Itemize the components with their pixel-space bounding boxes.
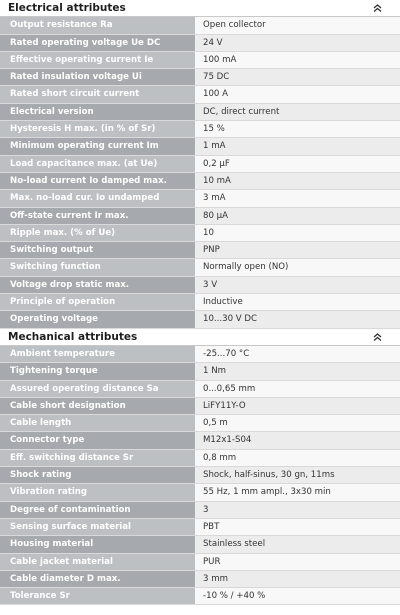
attribute-label: Electrical version — [0, 104, 195, 120]
attribute-row — [0, 588, 400, 605]
attribute-row — [0, 52, 400, 69]
attribute-row — [0, 242, 400, 259]
attribute-row — [0, 346, 400, 363]
attribute-row — [0, 86, 400, 103]
attribute-row — [0, 432, 400, 449]
attribute-value: LiFY11Y-O — [195, 398, 400, 414]
attribute-value: 3 V — [195, 277, 400, 293]
attribute-value: M12x1-S04 — [195, 432, 400, 448]
mechanical-attributes-section — [0, 329, 400, 606]
attribute-value: PNP — [195, 242, 400, 258]
electrical-attributes-header[interactable] — [0, 0, 400, 17]
attribute-label: Tolerance Sr — [0, 588, 195, 604]
attribute-label: Cable diameter D max. — [0, 571, 195, 587]
attribute-label: Minimum operating current Im — [0, 138, 195, 154]
attribute-value: 3 — [195, 502, 400, 518]
attribute-label: Voltage drop static max. — [0, 277, 195, 293]
attribute-value: DC, direct current — [195, 104, 400, 120]
attribute-value: 100 mA — [195, 52, 400, 68]
attribute-value: 24 V — [195, 35, 400, 51]
attribute-value: Open collector — [195, 17, 400, 33]
attribute-row — [0, 467, 400, 484]
attribute-value: 10 mA — [195, 173, 400, 189]
collapse-icon[interactable] — [373, 332, 382, 342]
attribute-value: 3 mm — [195, 571, 400, 587]
attribute-label: Principle of operation — [0, 294, 195, 310]
mechanical-attributes-header[interactable] — [0, 329, 400, 346]
attribute-label: Load capacitance max. (at Ue) — [0, 156, 195, 172]
attribute-label: Off-state current Ir max. — [0, 208, 195, 224]
attribute-row — [0, 277, 400, 294]
attribute-label: Connector type — [0, 432, 195, 448]
attribute-row — [0, 259, 400, 276]
attribute-value: 0,5 m — [195, 415, 400, 431]
attribute-row — [0, 571, 400, 588]
attribute-row — [0, 415, 400, 432]
attribute-label: Cable jacket material — [0, 554, 195, 570]
attribute-value: 75 DC — [195, 69, 400, 85]
attribute-label: Effective operating current Ie — [0, 52, 195, 68]
attribute-row — [0, 156, 400, 173]
attribute-row — [0, 35, 400, 52]
attribute-value: 100 A — [195, 86, 400, 102]
attribute-label: Housing material — [0, 536, 195, 552]
attribute-value: 80 µA — [195, 208, 400, 224]
attribute-row — [0, 502, 400, 519]
attribute-label: Shock rating — [0, 467, 195, 483]
attribute-label: Vibration rating — [0, 484, 195, 500]
attribute-value: 10 — [195, 225, 400, 241]
attribute-label: Output resistance Ra — [0, 17, 195, 33]
attribute-row — [0, 173, 400, 190]
attribute-row — [0, 536, 400, 553]
attribute-value: 10...30 V DC — [195, 311, 400, 327]
attribute-row — [0, 294, 400, 311]
attribute-row — [0, 225, 400, 242]
attribute-value: 1 mA — [195, 138, 400, 154]
attribute-value: Inductive — [195, 294, 400, 310]
attribute-label: Hysteresis H max. (in % of Sr) — [0, 121, 195, 137]
attribute-row — [0, 69, 400, 86]
attribute-row — [0, 484, 400, 501]
attribute-row — [0, 381, 400, 398]
electrical-attributes-title: Electrical attributes — [8, 2, 126, 14]
attribute-row — [0, 554, 400, 571]
attribute-value: Normally open (NO) — [195, 259, 400, 275]
attribute-value: Shock, half-sinus, 30 gn, 11ms — [195, 467, 400, 483]
attribute-value: 0,8 mm — [195, 450, 400, 466]
attribute-value: -10 % / +40 % — [195, 588, 400, 604]
mechanical-attributes-title: Mechanical attributes — [8, 330, 138, 343]
attribute-label: Eff. switching distance Sr — [0, 450, 195, 466]
attribute-row — [0, 311, 400, 328]
attribute-label: Cable length — [0, 415, 195, 431]
electrical-attributes-table — [0, 17, 400, 328]
attribute-label: No-load current Io damped max. — [0, 173, 195, 189]
attribute-row — [0, 398, 400, 415]
attribute-label: Assured operating distance Sa — [0, 381, 195, 397]
attribute-value: PUR — [195, 554, 400, 570]
attribute-value: 0,2 µF — [195, 156, 400, 172]
attribute-label: Ripple max. (% of Ue) — [0, 225, 195, 241]
attribute-label: Switching output — [0, 242, 195, 258]
attribute-value: 1 Nm — [195, 363, 400, 379]
attribute-label: Degree of contamination — [0, 502, 195, 518]
attribute-label: Ambient temperature — [0, 346, 195, 362]
attribute-row — [0, 450, 400, 467]
attribute-value: PBT — [195, 519, 400, 535]
collapse-icon[interactable] — [373, 3, 382, 13]
attribute-label: Switching function — [0, 259, 195, 275]
attribute-value: -25...70 °C — [195, 346, 400, 362]
attribute-value: Stainless steel — [195, 536, 400, 552]
attribute-label: Tightening torque — [0, 363, 195, 379]
attribute-row — [0, 17, 400, 34]
attribute-row — [0, 363, 400, 380]
attribute-label: Rated operating voltage Ue DC — [0, 35, 195, 51]
attribute-label: Operating voltage — [0, 311, 195, 327]
attribute-row — [0, 519, 400, 536]
attribute-value: 3 mA — [195, 190, 400, 206]
attribute-value: 15 % — [195, 121, 400, 137]
attribute-value: 0...0,65 mm — [195, 381, 400, 397]
attribute-row — [0, 208, 400, 225]
attribute-label: Rated insulation voltage Ui — [0, 69, 195, 85]
attribute-label: Cable short designation — [0, 398, 195, 414]
attribute-value: 55 Hz, 1 mm ampl., 3x30 min — [195, 484, 400, 500]
attribute-row — [0, 121, 400, 138]
mechanical-attributes-table — [0, 346, 400, 605]
attribute-label: Max. no-load cur. Io undamped — [0, 190, 195, 206]
attribute-row — [0, 104, 400, 121]
attribute-row — [0, 138, 400, 155]
attribute-row — [0, 190, 400, 207]
attribute-label: Rated short circuit current — [0, 86, 195, 102]
attribute-label: Sensing surface material — [0, 519, 195, 535]
